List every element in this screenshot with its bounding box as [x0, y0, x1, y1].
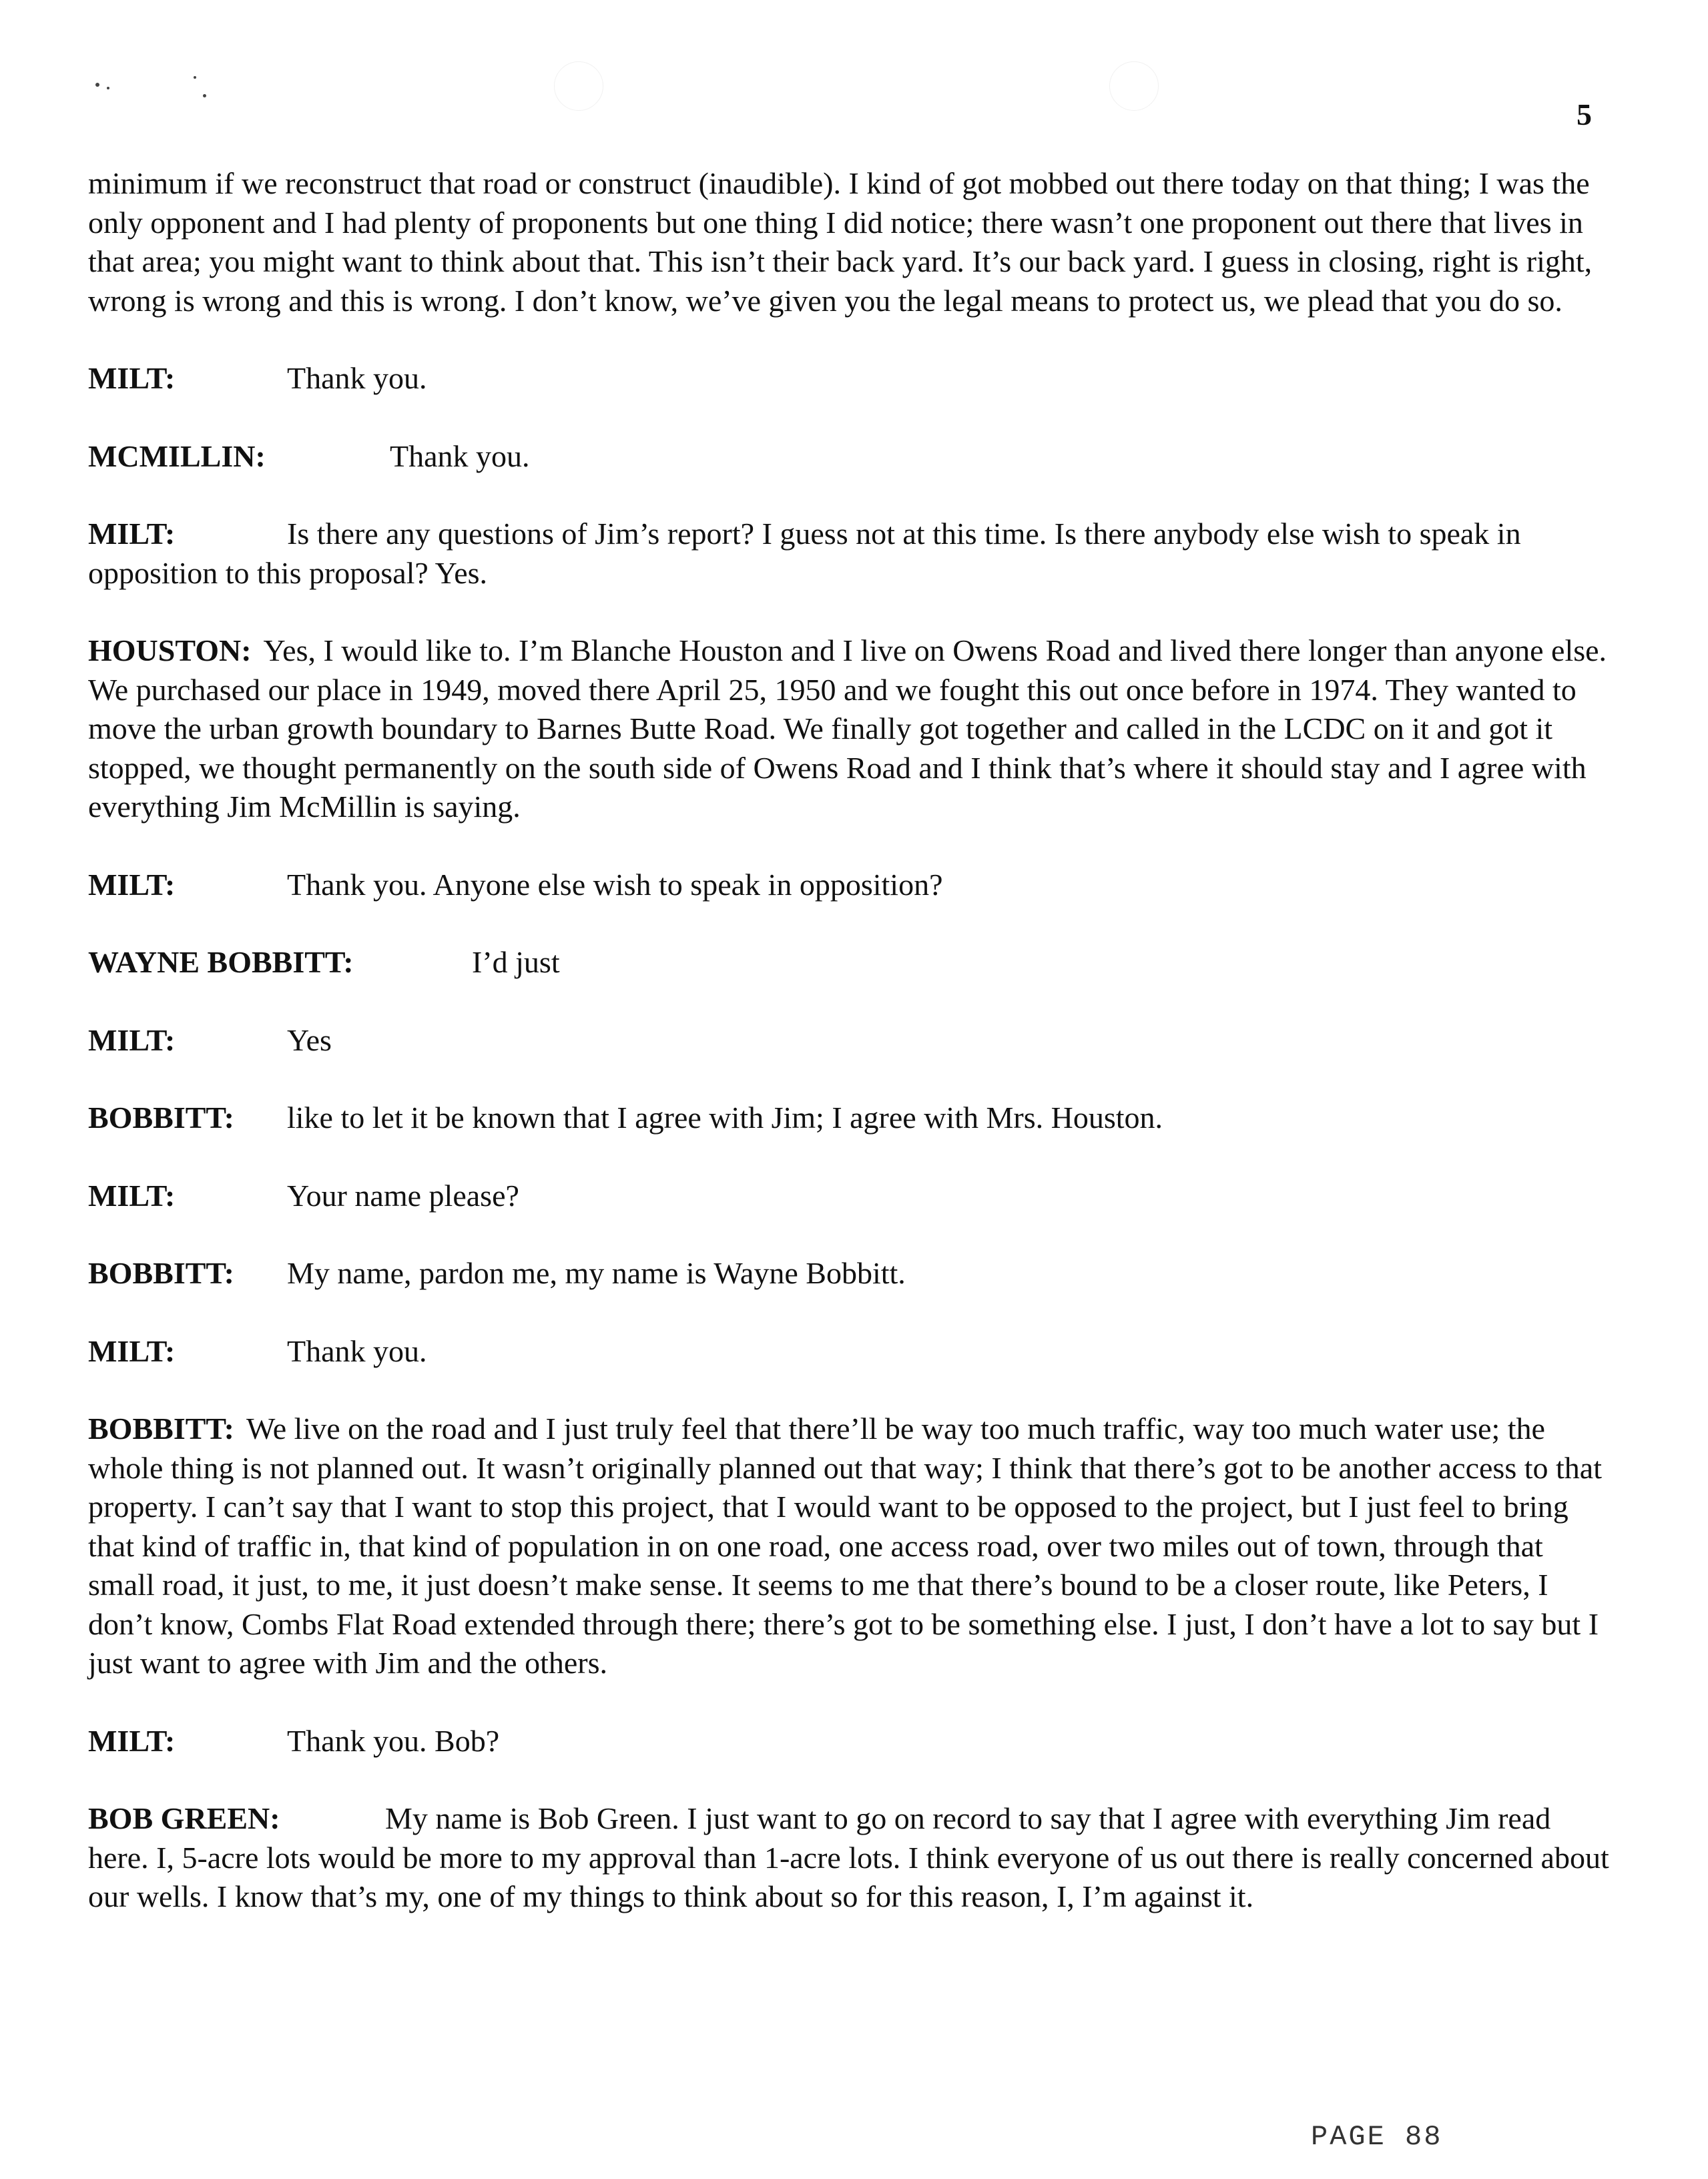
speaker-label: HOUSTON: — [88, 633, 252, 667]
speech-text: I’d just — [472, 945, 560, 979]
speech-text: Thank you. — [287, 361, 427, 395]
speaker-label: MILT: — [88, 1022, 176, 1057]
speaker-label: MILT: — [88, 1723, 176, 1758]
transcript-entry — [88, 1410, 1610, 1683]
speaker-label: MILT: — [88, 361, 176, 395]
transcript-entry — [88, 359, 1610, 398]
speech-text: Is there any questions of Jim’s report? I guess not at this time. Is there anybody else wish to speak in opposition to this proposal? Yes. — [88, 517, 1521, 590]
transcript-entry — [88, 943, 1610, 982]
speaker-label: BOBBITT: — [88, 1412, 234, 1446]
speech-text: My name, pardon me, my name is Wayne Bobbitt. — [287, 1256, 906, 1290]
speech-text: We live on the road and I just truly feel that there’ll be way too much traffic, way too much water use; the whole thing is not planned out. It wasn’t originally planned out that way; I think that there’s got to be another access to that property. I can’t say that I want to stop this project, that I would want to be opposed to the project, but I just feel to bring that kind of traffic in, that kind of population in on one road, one access road, over two miles out of town, through that small road, it just, to me, it just doesn’t make sense. It seems to me that there’s bound to be a closer route, like Peters, I don’t know, Combs Flat Road extended through there; there’s got to be something else. I just, I don’t have a lot to say but I just want to agree with Jim and the others. — [88, 1412, 1602, 1680]
transcript-entry — [88, 1254, 1610, 1293]
speech-text: Thank you. Bob? — [287, 1723, 500, 1758]
speaker-label: BOB GREEN: — [88, 1801, 280, 1835]
speech-text: Thank you. — [287, 1333, 427, 1368]
speech-text: Your name please? — [287, 1178, 519, 1213]
transcript-entry — [88, 1722, 1610, 1761]
speaker-label: MILT: — [88, 1178, 176, 1213]
hole-punch-mark — [1109, 61, 1159, 111]
transcript-entry — [88, 631, 1610, 827]
scan-speck — [203, 94, 206, 97]
speaker-label: MILT: — [88, 1333, 176, 1368]
speaker-label: MILT: — [88, 517, 176, 551]
speaker-label: BOBBITT: — [88, 1101, 234, 1135]
transcript-entry — [88, 866, 1610, 905]
transcript-entry — [88, 515, 1610, 593]
transcript-body — [88, 164, 1610, 1955]
opening-paragraph: minimum if we reconstruct that road or construct (inaudible). I kind of got mobbed out there today on that thing; I was the only opponent and I had plenty of proponents but one thing I did notice; there wasn’t one proponent out there that lives in that area; you might want to think about that. This isn’t their back yard. It’s our back yard. I guess in closing, right is right, wrong is wrong and this is wrong. I don’t know, we’ve given you the legal means to protect us, we plead that you do so. — [88, 166, 1593, 318]
speech-text: My name is Bob Green. I just want to go on record to say that I agree with everything Jim read here. I, 5-acre lots would be more to my approval than 1-acre lots. I think everyone of us out there is really concerned about our wells. I know that’s my, one of my things to think about so for this reason, I, I’m against it. — [88, 1801, 1609, 1913]
transcript-entry — [88, 1332, 1610, 1371]
transcript-entry — [88, 1021, 1610, 1060]
speech-text: like to let it be known that I agree with Jim; I agree with Mrs. Houston. — [287, 1101, 1163, 1135]
scan-speck — [194, 76, 196, 79]
speech-text: Thank you. Anyone else wish to speak in opposition? — [287, 867, 943, 902]
speaker-label: MILT: — [88, 867, 176, 902]
scan-speck — [95, 83, 99, 87]
speaker-label: WAYNE BOBBITT: — [88, 945, 354, 979]
scan-speck — [107, 87, 109, 89]
page-number: 5 — [1577, 97, 1592, 131]
transcript-entry — [88, 1799, 1610, 1917]
speaker-label: MCMILLIN: — [88, 438, 266, 473]
speaker-label: BOBBITT: — [88, 1256, 234, 1290]
speech-text: Thank you. — [390, 438, 530, 473]
speech-text: Yes — [287, 1022, 332, 1057]
hole-punch-mark — [554, 61, 603, 111]
speech-text: Yes, I would like to. I’m Blanche Houston and I live on Owens Road and lived there longer than anyone else. We purchased our place in 1949, moved there April 25, 1950 and we fought this out once before in 1974. They wanted to move the urban growth boundary to Barnes Butte Road. We finally got together and called in the LCDC on it and got it stopped, we thought permanently on the south side of Owens Road and I think that’s where it should stay and I agree with everything Jim McMillin is saying. — [88, 633, 1607, 824]
footer-page-label: PAGE 88 — [1311, 2121, 1443, 2153]
transcript-entry — [88, 1099, 1610, 1138]
transcript-entry — [88, 1177, 1610, 1216]
transcript-entry — [88, 437, 1610, 477]
